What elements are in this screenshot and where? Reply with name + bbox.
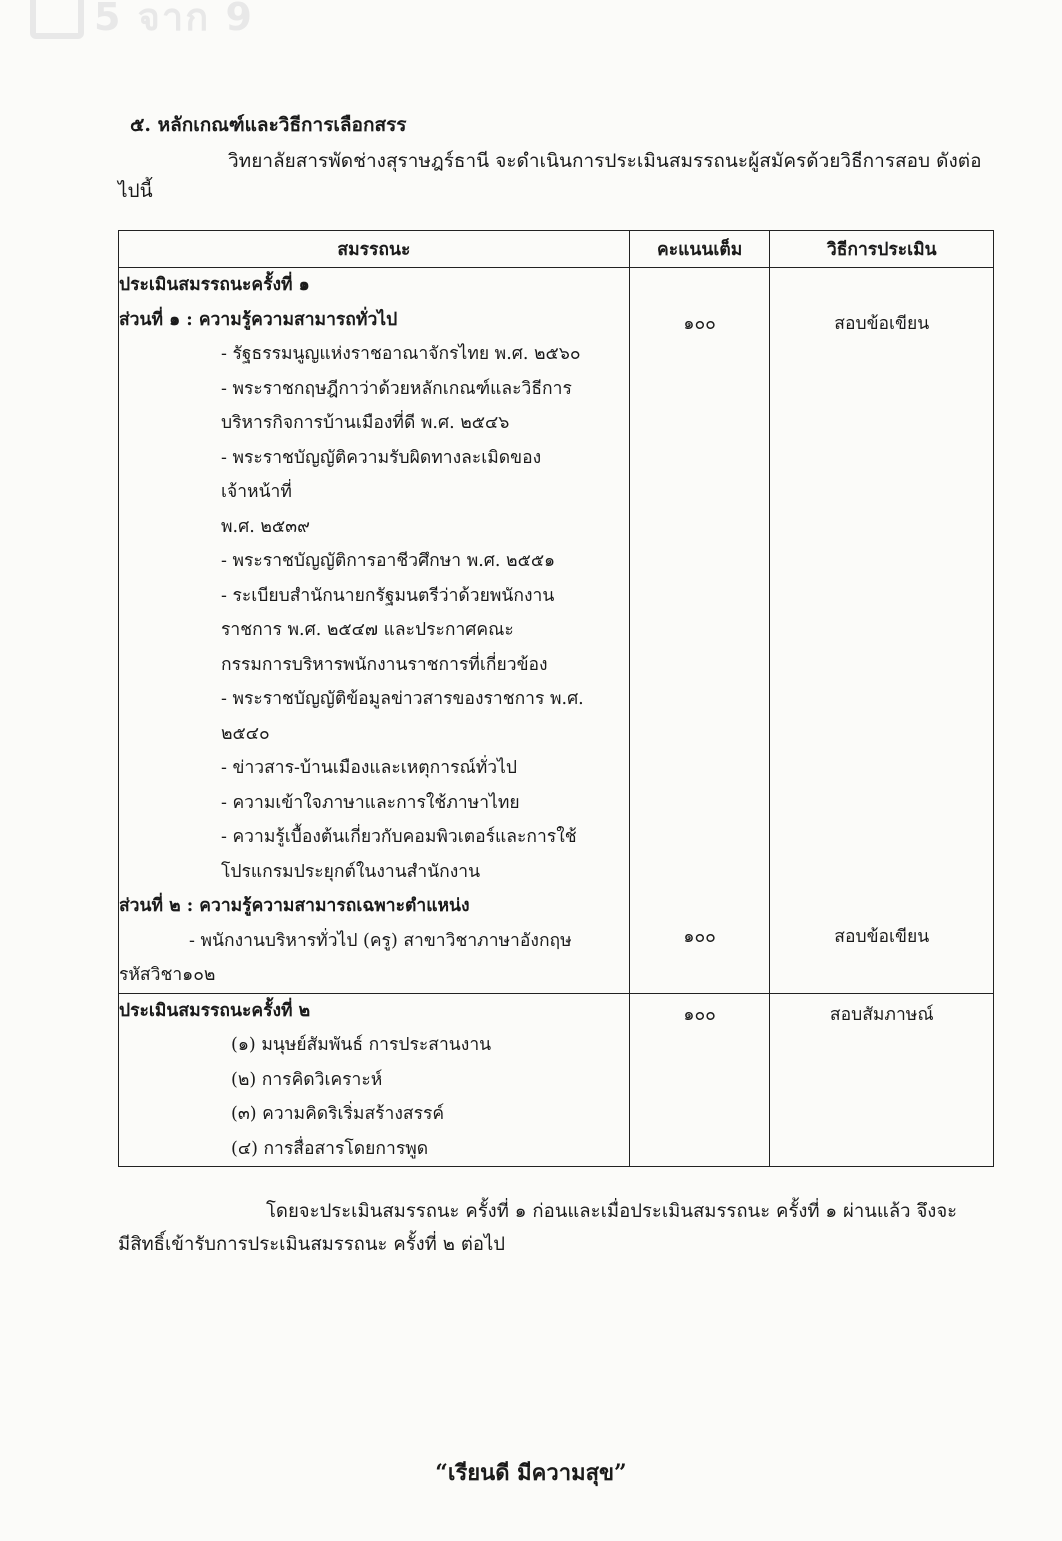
- part1-line: ราชการ พ.ศ. ๒๕๔๗ และประกาศคณะ: [221, 620, 514, 640]
- round2-score-cell: [629, 993, 770, 1167]
- section-heading: ๕. หลักเกณฑ์และวิธีการเลือกสรร: [130, 114, 407, 136]
- closing-line-1: โดยจะประเมินสมรรถนะ ครั้งที่ ๑ ก่อนและเมื่อประเมินสมรรถนะ ครั้งที่ ๑ ผ่านแล้ว จึงจะ: [266, 1201, 958, 1222]
- part1-line: - พระราชบัญญัติการอาชีวศึกษา พ.ศ. ๒๕๕๑: [221, 551, 556, 571]
- closing-paragraph: [118, 1195, 988, 1261]
- section-intro: [118, 146, 988, 206]
- part2-line: รหัสวิชา๑๐๒: [119, 965, 216, 985]
- part1-line: - ความรู้เบื้องต้นเกี่ยวกับคอมพิวเตอร์และการใช้: [221, 827, 577, 847]
- part1-line: เจ้าหน้าที่: [221, 482, 292, 502]
- part2-line: - พนักงานบริหารทั่วไป (ครู) สาขาวิชาภาษาอังกฤษ: [189, 930, 572, 951]
- round2-competency-cell: [119, 993, 630, 1167]
- page-icon: [30, 0, 84, 39]
- part1-method: สอบข้อเขียน: [834, 313, 930, 334]
- part1-line: - พระราชบัญญัติข้อมูลข่าวสารของราชการ พ.ศ.: [221, 689, 584, 709]
- part1-line: - ระเบียบสำนักนายกรัฐมนตรีว่าด้วยพนักงาน: [221, 585, 555, 606]
- part1-line: บริหารกิจการบ้านเมืองที่ดี พ.ศ. ๒๕๔๖: [221, 413, 510, 433]
- part1-line: โปรแกรมประยุกต์ในงานสำนักงาน: [221, 861, 481, 882]
- page-indicator-text: 5 จาก 9: [94, 0, 254, 39]
- part1-line: - ข่าวสาร-บ้านเมืองและเหตุการณ์ทั่วไป: [221, 758, 517, 778]
- round1-score-cell: [629, 268, 770, 994]
- round2-method-cell: [770, 993, 994, 1167]
- round2-title: ประเมินสมรรถนะครั้งที่ ๒: [119, 1000, 311, 1021]
- round2-item: (๔) การสื่อสารโดยการพูด: [231, 1138, 429, 1159]
- table-row-round1: [119, 268, 994, 994]
- round1-method-cell: [770, 268, 994, 994]
- header-competency: สมรรถนะ: [119, 231, 630, 268]
- round1-competency-cell: [119, 268, 630, 994]
- part1-line: ๒๕๔๐: [221, 723, 270, 744]
- round2-method: สอบสัมภาษณ์: [829, 1004, 934, 1025]
- round2-score: ๑๐๐: [683, 1004, 716, 1025]
- motto: “เรียนดี มีความสุข”: [435, 1460, 627, 1486]
- round1-title: ประเมินสมรรถนะครั้งที่ ๑: [119, 275, 310, 295]
- round2-item: (๒) การคิดวิเคราะห์: [231, 1069, 383, 1090]
- header-method: วิธีการประเมิน: [770, 231, 994, 268]
- part2-method: สอบข้อเขียน: [834, 927, 930, 947]
- part1-score: ๑๐๐: [683, 313, 716, 334]
- table-row-round2: [119, 993, 994, 1167]
- part2-title: ส่วนที่ ๒ : ความรู้ความสามารถเฉพาะตำแหน่ง: [119, 896, 470, 916]
- part1-line: - รัฐธรรมนูญแห่งราชอาณาจักรไทย พ.ศ. ๒๕๖๐: [221, 344, 581, 364]
- part1-title: ส่วนที่ ๑ : ความรู้ความสามารถทั่วไป: [119, 309, 398, 330]
- closing-line-2: มีสิทธิ์เข้ารับการประเมินสมรรถนะ ครั้งที่ ๒ ต่อไป: [118, 1234, 506, 1255]
- header-full-score: คะแนนเต็ม: [629, 231, 770, 268]
- part1-line: - ความเข้าใจภาษาและการใช้ภาษาไทย: [221, 792, 520, 813]
- part1-line: - พระราชกฤษฎีกาว่าด้วยหลักเกณฑ์และวิธีการ: [221, 378, 572, 399]
- part2-score: ๑๐๐: [683, 927, 716, 947]
- table-header-row: [119, 231, 994, 268]
- part1-line: - พระราชบัญญัติความรับผิดทางละเมิดของ: [221, 447, 542, 468]
- round2-item: (๑) มนุษย์สัมพันธ์ การประสานงาน: [231, 1035, 492, 1055]
- intro-text: วิทยาลัยสารพัดช่างสุราษฎร์ธานี จะดำเนินการประเมินสมรรถนะผู้สมัครด้วยวิธีการสอบ ดังต่อไปนี้: [118, 150, 982, 202]
- assessment-table: [118, 230, 994, 1167]
- page-indicator-watermark: [30, 0, 254, 47]
- part1-line: กรรมการบริหารพนักงานราชการที่เกี่ยวข้อง: [221, 654, 548, 675]
- round2-item: (๓) ความคิดริเริ่มสร้างสรรค์: [231, 1104, 445, 1124]
- part1-line: พ.ศ. ๒๕๓๙: [221, 516, 310, 537]
